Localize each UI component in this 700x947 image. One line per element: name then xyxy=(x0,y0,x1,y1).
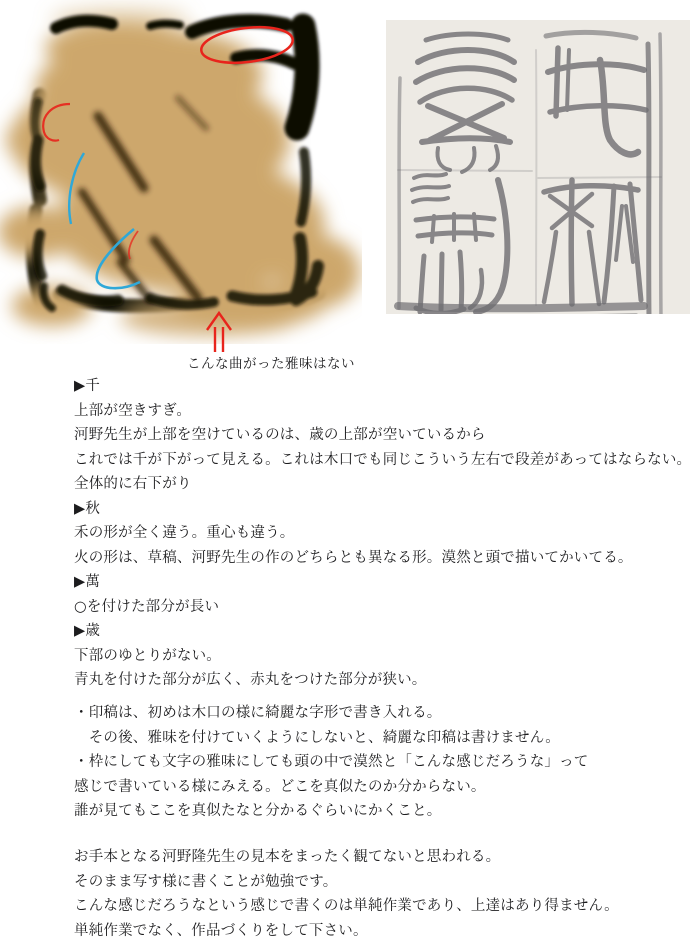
pencil-sketch-image xyxy=(386,20,690,314)
note-line: 青丸を付けた部分が広く、赤丸をつけた部分が狭い。 xyxy=(74,672,427,688)
notes-block-advice xyxy=(74,845,696,943)
note-line: ○を付けた部分が長い xyxy=(74,598,220,615)
note-line: ・枠にしても文字の雅味にしても頭の中で漠然と「こんな感じだろうな」って xyxy=(74,754,589,770)
note-line: 上部が空きすぎ。 xyxy=(74,402,192,419)
up-arrow-icon xyxy=(202,310,236,354)
note-line: ▶萬 xyxy=(74,574,101,590)
note-line: 単純作業でなく、作品づくりをして下さい。 xyxy=(74,922,368,939)
seal-draft-image xyxy=(0,0,362,344)
note-line: ▶千 xyxy=(74,378,101,394)
note-line: これでは千が下がって見える。これは木口でも同じこういう左右で段差があってはならない。 xyxy=(74,451,692,468)
note-line: ・印稿は、初めは木口の様に綺麗な字形で書き入れる。 xyxy=(74,705,442,721)
note-line: 誰が見てもここを真似たなと分かるぐらいにかくこと。 xyxy=(74,803,442,819)
note-line: ▶秋 xyxy=(74,500,101,517)
arrow-caption: こんな曲がった雅味はない xyxy=(187,356,355,372)
note-line: その後、雅味を付けていくようにしないと、綺麗な印稿は書けません。 xyxy=(74,729,560,746)
note-line: 下部のゆとりがない。 xyxy=(74,647,221,664)
note-line: お手本となる河野隆先生の見本をまったく観てないと思われる。 xyxy=(74,849,501,865)
note-line: そのまま写す様に書くことが勉強です。 xyxy=(74,873,338,890)
note-line: 河野先生が上部を空けているのは、歳の上部が空いているから xyxy=(74,427,486,443)
note-line: 禾の形が全く違う。重心も違う。 xyxy=(74,525,295,541)
note-line: 全体的に右下がり xyxy=(74,476,192,492)
sketch-paper xyxy=(386,20,690,314)
notes-block-method xyxy=(74,701,696,824)
note-line: 火の形は、草稿、河野先生の作のどちらとも異なる形。漠然と頭で描いてかいてる。 xyxy=(74,549,633,566)
note-line: 感じで書いている様にみえる。どこを真似たのか分からない。 xyxy=(74,778,486,795)
note-line: こんな感じだろうなという感じで書くのは単純作業であり、上達はあり得ません。 xyxy=(74,898,619,914)
notes-block-characters xyxy=(74,374,696,693)
note-line: ▶歳 xyxy=(74,623,101,639)
